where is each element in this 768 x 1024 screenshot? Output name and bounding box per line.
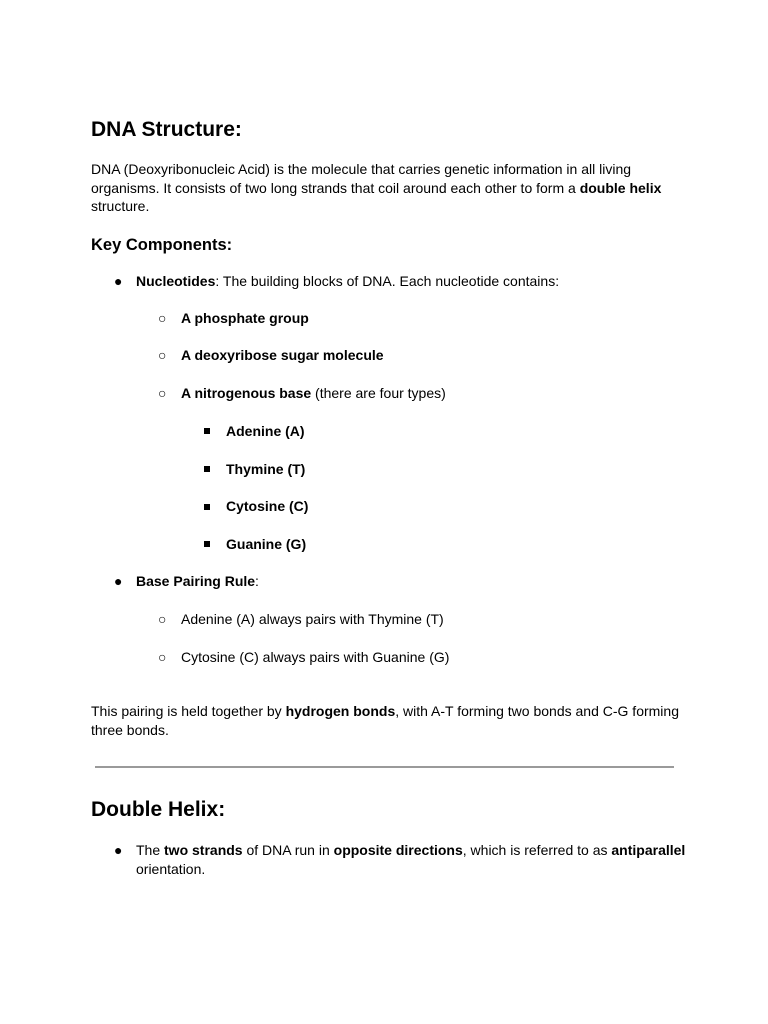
pairing-label: Base Pairing Rule	[136, 573, 256, 589]
bullet-square-guanine	[204, 541, 210, 547]
list-item-sugar	[181, 346, 384, 365]
bonds-text-1: This pairing is held together by	[91, 703, 286, 719]
base-text: (there are four types)	[311, 385, 446, 401]
pairing-text: :	[255, 573, 259, 589]
strands-bold-opposite: opposite directions	[333, 842, 463, 858]
intro-text-2: structure.	[91, 198, 150, 214]
bullet-circle-base: ○	[158, 385, 167, 401]
base-name: Adenine (A)	[226, 423, 305, 439]
bonds-bold-hydrogen: hydrogen bonds	[285, 703, 396, 719]
bullet-circle-rule-cg: ○	[158, 649, 167, 665]
list-item-nitrogenous-base	[181, 384, 446, 403]
list-item-antiparallel	[136, 841, 696, 878]
strands-text-3: , which is referred to as	[462, 842, 612, 858]
nucleotides-label: Nucleotides	[136, 273, 216, 289]
section-title-double-helix	[91, 797, 225, 823]
horizontal-divider	[95, 766, 674, 768]
intro-paragraph	[91, 160, 691, 216]
list-item-pairing-rule: Adenine (A) always pairs with Thymine (T)	[181, 611, 444, 627]
bullet-disc-pairing: ●	[114, 573, 123, 589]
list-item-base	[226, 460, 305, 479]
base-name: Guanine (G)	[226, 536, 307, 552]
base-label: A nitrogenous base	[181, 385, 312, 401]
nucleotides-text: : The building blocks of DNA. Each nucleotide contains:	[215, 273, 560, 289]
list-item-phosphate	[181, 309, 309, 328]
double-helix-title-text: Double Helix:	[91, 798, 226, 821]
bullet-square-thymine	[204, 466, 210, 472]
list-item-base-pairing-rule	[136, 572, 259, 591]
hydrogen-bonds-paragraph	[91, 702, 691, 739]
strands-bold-two-strands: two strands	[164, 842, 243, 858]
intro-bold-double-helix: double helix	[579, 179, 662, 196]
list-item-base	[226, 535, 306, 554]
bonds-text-2: , with A-T forming two bonds and C-G forming three bonds.	[91, 703, 679, 738]
bullet-disc-nucleotides: ●	[114, 273, 123, 289]
base-name: Cytosine (C)	[226, 498, 309, 514]
phosphate-label: A phosphate group	[181, 310, 309, 326]
list-item-nucleotides	[136, 272, 559, 291]
strands-bold-antiparallel: antiparallel	[611, 842, 686, 858]
bullet-square-adenine	[204, 428, 210, 434]
bullet-disc-strands: ●	[114, 842, 123, 858]
sugar-label: A deoxyribose sugar molecule	[181, 347, 384, 363]
list-item-base	[226, 422, 305, 441]
bullet-circle-rule-at: ○	[158, 611, 167, 627]
intro-text-1: DNA (Deoxyribonucleic Acid) is the molecule that carries genetic information in all living organisms. It consists of two long strands that coil around each other to form a	[91, 161, 632, 196]
bullet-circle-phosphate: ○	[158, 310, 167, 326]
section-title-dna-structure: DNA Structure:	[91, 118, 242, 141]
list-item-base	[226, 497, 308, 516]
list-item-pairing-rule: Cytosine (C) always pairs with Guanine (G)	[181, 649, 450, 665]
bullet-circle-sugar: ○	[158, 347, 167, 363]
base-name: Thymine (T)	[226, 461, 306, 477]
strands-text-2: of DNA run in	[242, 842, 334, 858]
strands-text-1: The	[136, 842, 165, 858]
strands-text-4: orientation.	[136, 860, 206, 877]
key-components-heading: Key Components:	[91, 236, 233, 254]
bullet-square-cytosine	[204, 504, 210, 510]
